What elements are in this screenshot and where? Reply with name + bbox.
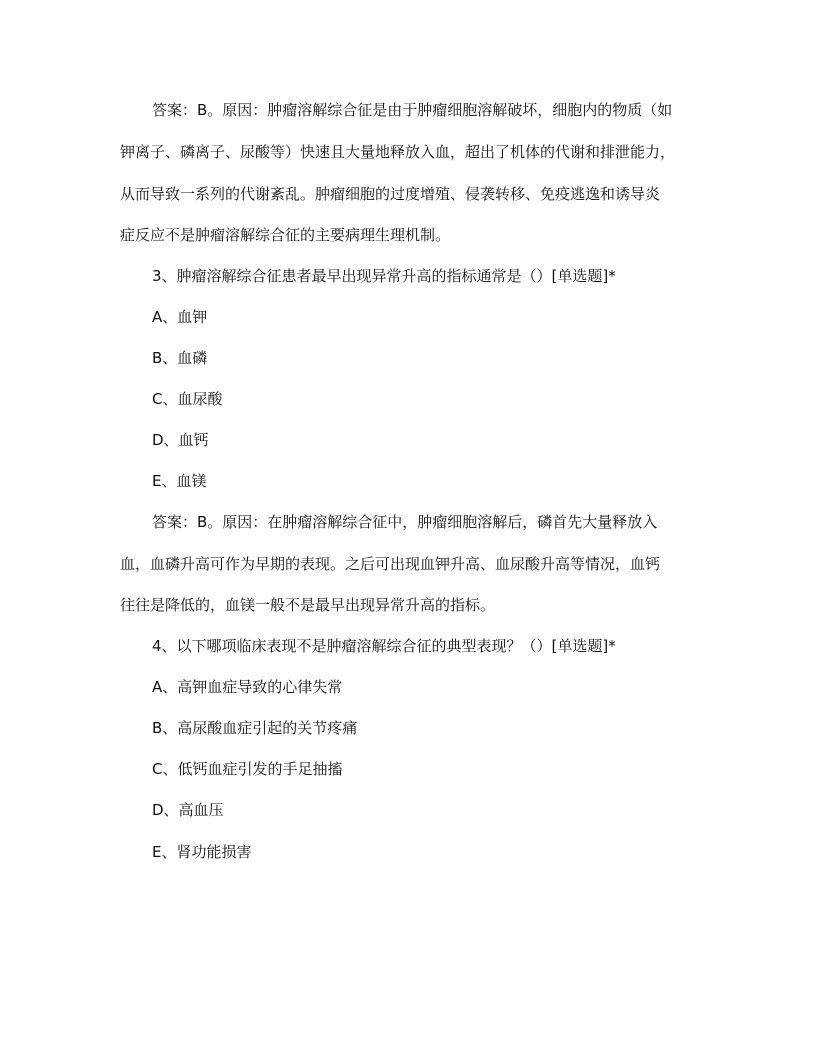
- question-3-option-e: E、血镁: [152, 472, 207, 490]
- answer-3-line-1: 答案：B。原因：在肿瘤溶解综合征中，肿瘤细胞溶解后，磷首先大量释放入: [152, 513, 658, 531]
- question-4-option-d: D、高血压: [152, 801, 224, 819]
- question-3-option-c: C、血尿酸: [152, 390, 223, 408]
- question-3-text: 3、肿瘤溶解综合征患者最早出现异常升高的指标通常是（）[单选题]*: [152, 267, 616, 285]
- answer-2-line-4: 症反应不是肿瘤溶解综合征的主要病理生理机制。: [120, 226, 451, 244]
- question-4-option-a: A、高钾血症导致的心律失常: [152, 678, 343, 696]
- question-4-option-e: E、肾功能损害: [152, 843, 252, 861]
- question-3-option-a: A、血钾: [152, 308, 208, 326]
- question-3-option-b: B、血磷: [152, 349, 208, 367]
- question-4-option-c: C、低钙血症引发的手足抽搐: [152, 760, 343, 778]
- answer-2-line-3: 从而导致一系列的代谢紊乱。肿瘤细胞的过度增殖、侵袭转移、免疫逃逸和诱导炎: [120, 185, 661, 203]
- question-4-text: 4、以下哪项临床表现不是肿瘤溶解综合征的典型表现？（）[单选题]*: [152, 637, 616, 655]
- answer-3-line-3: 往往是降低的，血镁一般不是最早出现异常升高的指标。: [120, 596, 496, 614]
- answer-2-line-2: 钾离子、磷离子、尿酸等）快速且大量地释放入血，超出了机体的代谢和排泄能力，: [120, 143, 676, 161]
- question-3-option-d: D、血钙: [152, 431, 209, 449]
- answer-3-line-2: 血，血磷升高可作为早期的表现。之后可出现血钾升高、血尿酸升高等情况，血钙: [120, 555, 661, 573]
- answer-2-line-1: 答案：B。原因：肿瘤溶解综合征是由于肿瘤细胞溶解破坏，细胞内的物质（如: [152, 101, 673, 119]
- question-4-option-b: B、高尿酸血症引起的关节疼痛: [152, 719, 358, 737]
